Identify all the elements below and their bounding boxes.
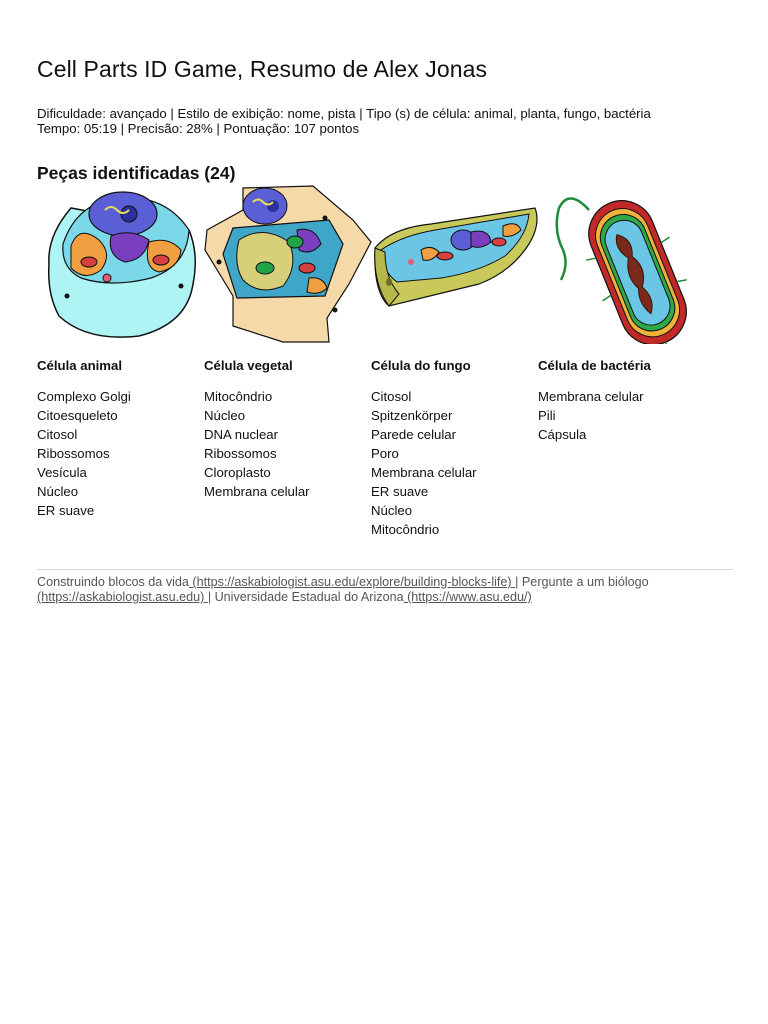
animal-cell-image bbox=[41, 184, 201, 344]
cell-illustrations bbox=[37, 184, 737, 344]
bacteria-cell-column bbox=[538, 358, 698, 444]
list-item: Poro bbox=[371, 446, 399, 461]
footer-divider bbox=[37, 569, 733, 570]
list-item: Parede celular bbox=[371, 427, 457, 442]
fungus-cell-column bbox=[371, 358, 531, 539]
list-item: Complexo Golgi bbox=[37, 389, 131, 404]
list-item: Mitocôndrio bbox=[204, 389, 273, 404]
list-item: Núcleo bbox=[371, 503, 413, 518]
list-item: Núcleo bbox=[204, 408, 246, 423]
list-item: ER suave bbox=[37, 503, 95, 518]
footer-text-building-blocks: Construindo blocos da vida bbox=[37, 575, 189, 589]
animal-cell-column bbox=[37, 358, 197, 520]
list-item: Cápsula bbox=[538, 427, 587, 442]
fungus-cell-image bbox=[371, 184, 541, 344]
footer-link-asu[interactable]: (https://www.asu.edu/) bbox=[403, 590, 532, 604]
list-item: Citosol bbox=[37, 427, 78, 442]
list-item: Citosol bbox=[371, 389, 412, 404]
bacteria-cell-image bbox=[549, 184, 689, 344]
column-title: Célula vegetal bbox=[204, 358, 293, 373]
list-item: Ribossomos bbox=[204, 446, 277, 461]
list-item: Citoesqueleto bbox=[37, 408, 118, 423]
page-footer bbox=[37, 575, 737, 605]
meta-settings: Dificuldade: avançado | Estilo de exibição: nome, pista | Tipo (s) de célula: animal, planta, fungo, bactéria bbox=[37, 106, 651, 121]
footer-link-ask-biologist[interactable]: (https://askabiologist.asu.edu) bbox=[37, 590, 208, 604]
list-item: Spitzenkörper bbox=[371, 408, 453, 423]
plant-cell-column bbox=[204, 358, 364, 501]
list-item: Vesícula bbox=[37, 465, 87, 480]
list-item: Membrana celular bbox=[371, 465, 477, 480]
page-title: Cell Parts ID Game, Resumo de Alex Jonas bbox=[37, 56, 488, 82]
list-item: Mitocôndrio bbox=[371, 522, 440, 537]
column-title: Célula de bactéria bbox=[538, 358, 651, 373]
list-item: Cloroplasto bbox=[204, 465, 271, 480]
list-item: Membrana celular bbox=[204, 484, 310, 499]
footer-text-asu: | Universidade Estadual do Arizona bbox=[207, 590, 404, 604]
list-item: Membrana celular bbox=[538, 389, 644, 404]
plant-cell-image bbox=[203, 184, 375, 344]
game-meta bbox=[37, 106, 651, 136]
footer-link-building-blocks[interactable]: (https://askabiologist.asu.edu/explore/building-blocks-life) bbox=[188, 575, 516, 589]
list-item: ER suave bbox=[371, 484, 429, 499]
list-item: Pili bbox=[538, 408, 556, 423]
column-title: Célula do fungo bbox=[371, 358, 471, 373]
column-title: Célula animal bbox=[37, 358, 123, 373]
list-item: Núcleo bbox=[37, 484, 79, 499]
list-item: DNA nuclear bbox=[204, 427, 279, 442]
footer-text-ask-biologist: | Pergunte a um biólogo bbox=[515, 575, 649, 589]
list-item: Ribossomos bbox=[37, 446, 110, 461]
meta-score: Tempo: 05:19 | Precisão: 28% | Pontuação: 107 pontos bbox=[37, 121, 360, 136]
identified-parts-heading: Peças identificadas (24) bbox=[37, 163, 236, 183]
